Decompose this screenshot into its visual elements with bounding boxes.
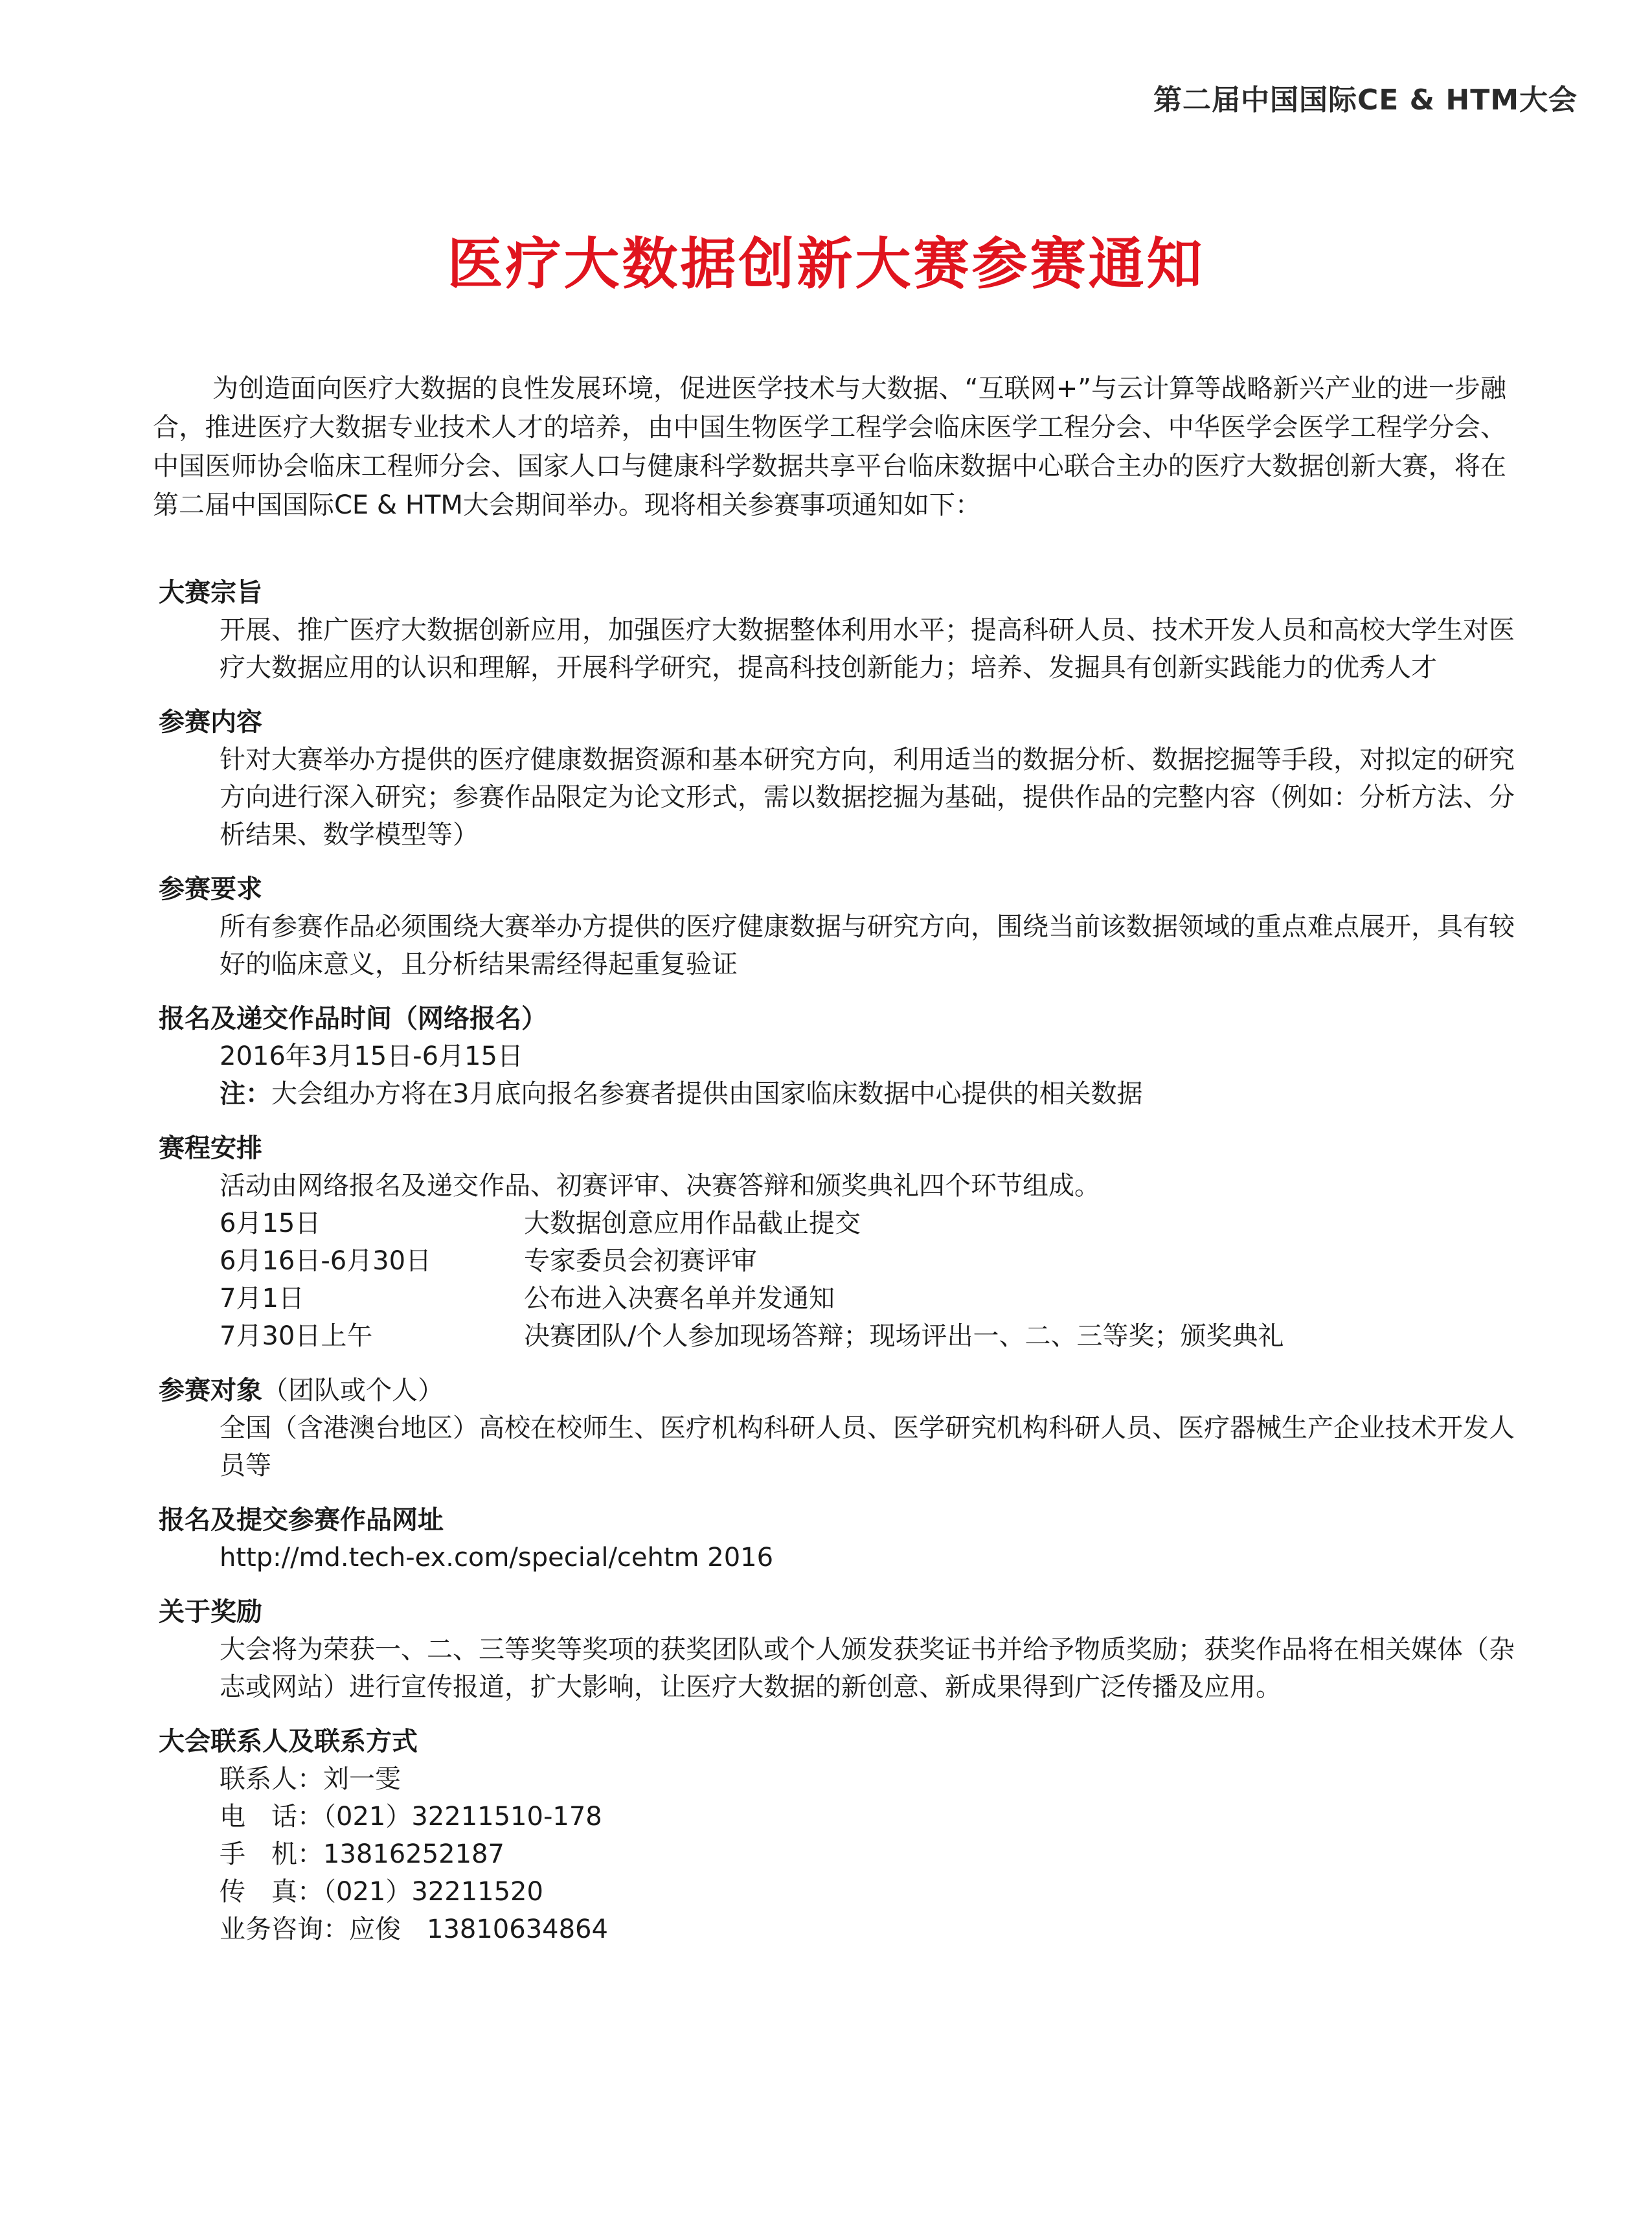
contact-person: 联系人：刘一雯 — [220, 1764, 401, 1794]
schedule-intro: 活动由网络报名及递交作品、初赛评审、决赛答辩和颁奖典礼四个环节组成。 — [220, 1171, 1100, 1201]
note-label: 注： — [220, 1079, 271, 1109]
registration-url[interactable]: http://md.tech-ex.com/special/cehtm 2016 — [220, 1543, 774, 1573]
section-title: 参赛内容 — [159, 707, 262, 737]
intro-paragraph: 为创造面向医疗大数据的良性发展环境，促进医学技术与大数据、“互联网+”与云计算等战略新兴产业的进一步融合，推进医疗大数据专业技术人才的培养，由中国生物医学工程学会临床医学工程分会、中华医学会医学工程学分会、中国医师协会临床工程师分会、国家人口与健康科学数据共享平台临床数据中心联合主办的医疗大数据创新大赛，将在第二届中国国际CE & HTM大会期间举办。现将相关参赛事项通知如下： — [153, 374, 1506, 520]
contact-fax: 传 真：（021）32211520 — [220, 1877, 543, 1907]
section-awards — [159, 1593, 1515, 1706]
section-purpose — [159, 574, 1515, 687]
section-body: 所有参赛作品必须围绕大赛举办方提供的医疗健康数据与研究方向，围绕当前该数据领域的重点难点展开，具有较好的临床意义，且分析结果需经得起重复验证 — [220, 912, 1515, 979]
section-title-text: 参赛对象 — [159, 1376, 262, 1405]
schedule-date: 7月1日 — [220, 1284, 304, 1313]
conference-header: 第二届中国国际CE & HTM大会 — [1153, 84, 1578, 117]
schedule-event: 专家委员会初赛评审 — [524, 1246, 757, 1276]
note-text: 大会组办方将在3月底向报名参赛者提供由国家临床数据中心提供的相关数据 — [271, 1079, 1143, 1109]
registration-note — [220, 1075, 1521, 1113]
section-body: 针对大赛举办方提供的医疗健康数据资源和基本研究方向，利用适当的数据分析、数据挖掘等手段，对拟定的研究方向进行深入研究；参赛作品限定为论文形式，需以数据挖掘为基础，提供作品的完整内容（例如：分析方法、分析结果、数学模型等） — [220, 745, 1515, 850]
contact-phone: 电 话：（021）32211510-178 — [220, 1802, 602, 1832]
section-title: 参赛要求 — [159, 874, 262, 904]
section-title-note: （团队或个人） — [262, 1376, 444, 1405]
section-schedule — [159, 1130, 1499, 1355]
schedule-row — [220, 1205, 1521, 1242]
sections-container — [159, 574, 1515, 1965]
schedule-event: 公布进入决赛名单并发通知 — [524, 1284, 835, 1313]
section-content — [159, 703, 1515, 854]
registration-dates: 2016年3月15日-6月15日 — [220, 1041, 523, 1071]
schedule-event: 决赛团队/个人参加现场答辩；现场评出一、二、三等奖；颁奖典礼 — [524, 1321, 1284, 1351]
schedule-date: 7月30日上午 — [220, 1321, 373, 1351]
section-title: 大赛宗旨 — [159, 578, 262, 608]
section-title: 大会联系人及联系方式 — [159, 1727, 418, 1756]
schedule-row — [220, 1242, 1521, 1280]
section-website — [159, 1501, 1499, 1576]
schedule-date: 6月15日 — [220, 1209, 321, 1238]
section-title: 关于奖励 — [159, 1597, 262, 1627]
section-contact — [159, 1723, 1499, 1948]
schedule-event: 大数据创意应用作品截止提交 — [524, 1209, 861, 1238]
page-title: 医疗大数据创新大赛参赛通知 — [447, 232, 1205, 297]
section-registration-time — [159, 1000, 1499, 1113]
section-title: 赛程安排 — [159, 1133, 262, 1163]
schedule-row — [220, 1317, 1521, 1355]
contact-business: 业务咨询：应俊 13810634864 — [220, 1914, 608, 1944]
section-body: 开展、推广医疗大数据创新应用，加强医疗大数据整体利用水平；提高科研人员、技术开发人员和高校大学生对医疗大数据应用的认识和理解，开展科学研究，提高科技创新能力；培养、发掘具有创新实践能力的优秀人才 — [220, 615, 1515, 683]
schedule-date: 6月16日-6月30日 — [220, 1246, 432, 1276]
section-title — [159, 1372, 1499, 1409]
section-body: 全国（含港澳台地区）高校在校师生、医疗机构科研人员、医学研究机构科研人员、医疗器械生产企业技术开发人员等 — [220, 1413, 1515, 1481]
section-requirements — [159, 870, 1515, 983]
section-body: 大会将为荣获一、二、三等奖等奖项的获奖团队或个人颁发获奖证书并给予物质奖励；获奖作品将在相关媒体（杂志或网站）进行宣传报道，扩大影响，让医疗大数据的新创意、新成果得到广泛传播及应用。 — [220, 1635, 1515, 1702]
contact-mobile: 手 机：13816252187 — [220, 1839, 504, 1869]
section-participants — [159, 1372, 1515, 1484]
section-title: 报名及递交作品时间（网络报名） — [159, 1004, 547, 1034]
schedule-row — [220, 1280, 1521, 1317]
section-title: 报名及提交参赛作品网址 — [159, 1505, 444, 1535]
